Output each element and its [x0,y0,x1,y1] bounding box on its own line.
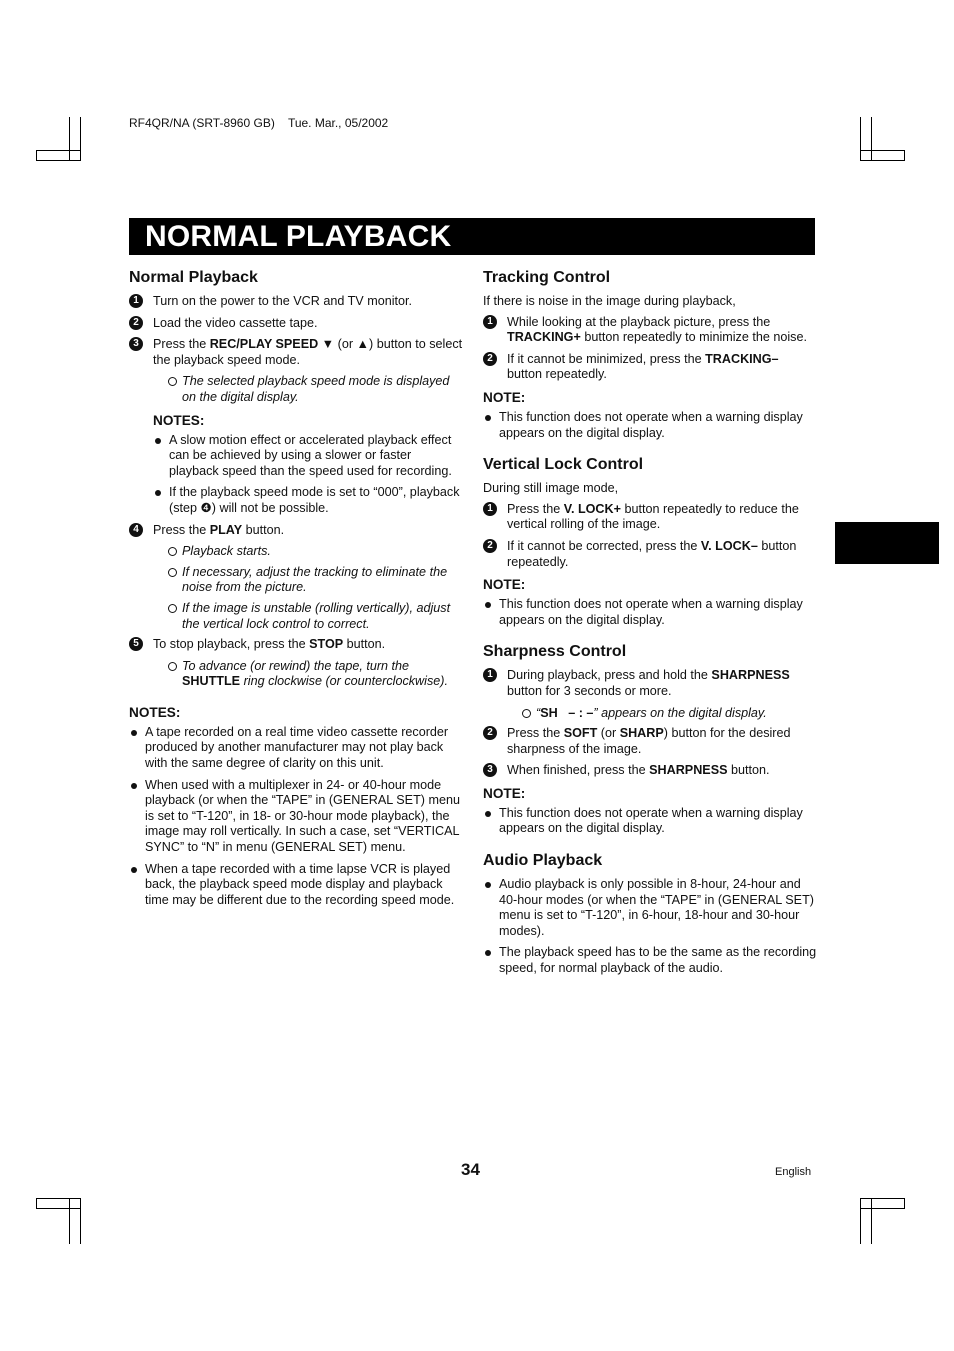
note-text: A slow motion effect or accelerated playback effect can be achieved by using a slower or faster playback speed than the speed used for recording. [169,432,452,478]
note-item [129,778,463,856]
audio-item [483,945,817,976]
control-name: SHUTTLE [182,674,241,689]
button-name: PLAY [209,522,243,537]
note-item [153,485,463,516]
bullet-icon [485,811,491,817]
bullet-icon [485,602,491,608]
sub-text-pre: “ [536,705,541,720]
step-text-pre: While looking at the playback picture, press the [507,314,771,329]
vlock-step-1 [483,502,817,533]
note-title: NOTE: [483,389,526,405]
note-item [483,806,817,837]
circle-bullet-icon [168,604,177,613]
language-label: English [775,1166,812,1178]
sharp-step-2 [483,726,817,757]
step-2 [129,316,463,332]
sharp-step-1-result [483,706,817,722]
step-number: 2 [129,316,143,330]
document-header: RF4QR/NA (SRT-8960 GB) Tue. Mar., 05/2002 [129,116,389,130]
button-name: TRACKING– [705,351,779,366]
circle-bullet-icon [168,662,177,671]
page-title: NORMAL PLAYBACK [145,220,452,253]
step-text-pre: During playback, press and hold the [507,668,712,683]
step-5-result [129,659,463,690]
note-text: When used with a multiplexer in 24- or 40-hour mode playback (or when the “TAPE” in (GENERAL SET) menu is set to “T-120”, in 18- or 30-hour mode playback), the image may roll vertically. In such a case, set “VERTICAL SYNC” to “N” in menu (GENERAL SET) menu. [145,777,460,855]
vlock-step-2 [483,539,817,570]
button-name: V. LOCK+ [563,501,621,516]
step-number: 2 [483,352,497,366]
crop-mark-bl-h [36,1198,80,1209]
sub-text-pre: To advance (or rewind) the tape, turn the [182,658,410,673]
step-text: Turn on the power to the VCR and TV monitor. [153,294,413,308]
crop-mark-tl-h [36,150,80,161]
sub-text: Playback starts. [182,544,271,559]
tracking-step-2 [483,352,817,383]
button-name: STOP [309,637,344,652]
step-3 [129,337,463,368]
button-name: SHARPNESS [649,763,728,778]
step-text-post: ) button for the desired sharpness of the image. [507,726,791,756]
step-number: 2 [483,726,497,740]
bullet-icon [485,950,491,956]
step-text-pre: Press the [507,501,564,516]
step-number: 2 [483,539,497,553]
step-text-pre: To stop playback, press the [153,637,310,652]
step-text-post: (or ▲) button to select the playback speed mode. [153,337,463,367]
audio-item [483,877,817,939]
note-text: If the playback speed mode is set to “000”, playback (step ❹) will not be possible. [169,485,460,515]
step-text-post: button. [242,522,285,537]
step-text-post: button. [727,763,770,778]
bullet-icon [131,730,137,736]
note-title: NOTE: [483,577,526,593]
tracking-section [483,268,817,441]
step-1 [129,294,463,310]
sub-text-post: ” appears on the digital display. [593,705,767,720]
sharpness-section [483,642,817,837]
section-heading-normal-playback: Normal Playback [129,269,258,286]
sub-text: The selected playback speed mode is displayed on the digital display. [182,374,450,404]
crop-mark-br-h [861,1198,905,1209]
step-number: 1 [483,502,497,516]
step-4-result [129,544,463,560]
button-name: SOFT [563,726,598,741]
bullet-icon [131,867,137,873]
button-name: REC/PLAY SPEED ▼ [209,337,335,352]
step-text-post: button. [343,637,386,652]
audio-section [483,851,817,977]
sub-text: If the image is unstable (rolling vertically), adjust the vertical lock control to correct. [182,600,451,631]
left-column [129,268,463,914]
notes-title: NOTES: [153,412,205,428]
step-number: 3 [129,337,143,351]
button-name: V. LOCK– [700,538,758,553]
tracking-step-1 [483,315,817,346]
note-text: This function does not operate when a warning display appears on the digital display. [499,805,803,836]
note-item [129,862,463,909]
section-intro: During still image mode, [483,481,619,496]
note-item [483,410,817,441]
crop-mark-tr-h [861,150,905,161]
bullet-icon [131,783,137,789]
step-text-pre: Press the [153,522,210,537]
sharp-step-3 [483,763,817,779]
note-item [483,597,817,628]
step-text-pre: When finished, press the [507,763,650,778]
step-text-pre: If it cannot be minimized, press the [507,351,706,366]
step-text-post: button repeatedly to reduce the vertical rolling of the image. [507,501,799,532]
section-heading-vertical-lock: Vertical Lock Control [483,456,644,474]
audio-text: The playback speed has to be the same as the recording speed, for normal playback of the audio. [499,945,817,976]
bullet-icon [155,490,161,496]
button-name: TRACKING+ [507,330,581,345]
notes-title: NOTES: [129,704,181,720]
bullet-icon [485,882,491,888]
step-number: 1 [483,668,497,682]
step-text-post: button for 3 seconds or more. [507,683,672,698]
step-4 [129,523,463,539]
step-number: 1 [129,294,143,308]
step-number: 3 [483,763,497,777]
vertical-lock-section [483,455,817,628]
button-name: SHARP [619,726,664,741]
step-4-result [129,601,463,632]
note-title: NOTE: [483,785,526,801]
step-text-pre: Press the [153,337,210,352]
circle-bullet-icon [168,547,177,556]
step-text-post: button repeatedly to minimize the noise. [580,330,807,345]
sub-text: If necessary, adjust the tracking to eliminate the noise from the picture. [182,564,448,595]
inner-notes [129,412,463,517]
note-text: This function does not operate when a warning display appears on the digital display. [499,597,803,627]
section-heading-audio: Audio Playback [483,852,603,870]
note-item [129,725,463,772]
note-text: This function does not operate when a warning display appears on the digital display. [499,409,803,440]
note-text: When a tape recorded with a time lapse VCR is played back, the playback speed mode display and playback time may be different due to the recording speed mode. [145,861,455,907]
step-text-pre: Press the [507,726,564,741]
title-bar [129,218,815,255]
step-number: 1 [483,315,497,329]
step-text-pre: If it cannot be corrected, press the [507,538,701,553]
circle-bullet-icon [522,709,531,718]
note-item [153,433,463,480]
step-5 [129,637,463,653]
step-number: 5 [129,637,143,651]
bullet-icon [485,415,491,421]
right-column [483,268,817,991]
section-intro: If there is noise in the image during playback, [483,294,736,308]
display-readout: SH – : – [540,705,594,720]
step-text-post: button repeatedly. [507,538,797,569]
step-number: 4 [129,523,143,537]
step-4-result [129,565,463,596]
step-text-mid: (or [597,726,620,741]
side-tab-marker [835,522,939,564]
sharp-step-1 [483,668,817,699]
bullet-icon [155,438,161,444]
page-number: 34 [461,1160,480,1179]
step-text-post: button repeatedly. [507,367,607,382]
note-text: A tape recorded on a real time video cassette recorder produced by another manufacturer may not play back with the same degree of clarity on this unit. [145,724,449,771]
section-heading-sharpness: Sharpness Control [483,643,627,661]
step-text: Load the video cassette tape. [153,315,318,330]
audio-text: Audio playback is only possible in 8-hour, 24-hour and 40-hour modes (or when the “TAPE” in (GENERAL SET) menu is set to “T-120”, in 6-hour, 18-hour and 30-hour modes). [499,877,814,938]
circle-bullet-icon [168,377,177,386]
section-heading-tracking: Tracking Control [483,269,611,286]
step-3-result [129,374,463,405]
button-name: SHARPNESS [711,668,790,683]
sub-text-post: ring clockwise (or counterclockwise). [240,674,448,689]
circle-bullet-icon [168,568,177,577]
